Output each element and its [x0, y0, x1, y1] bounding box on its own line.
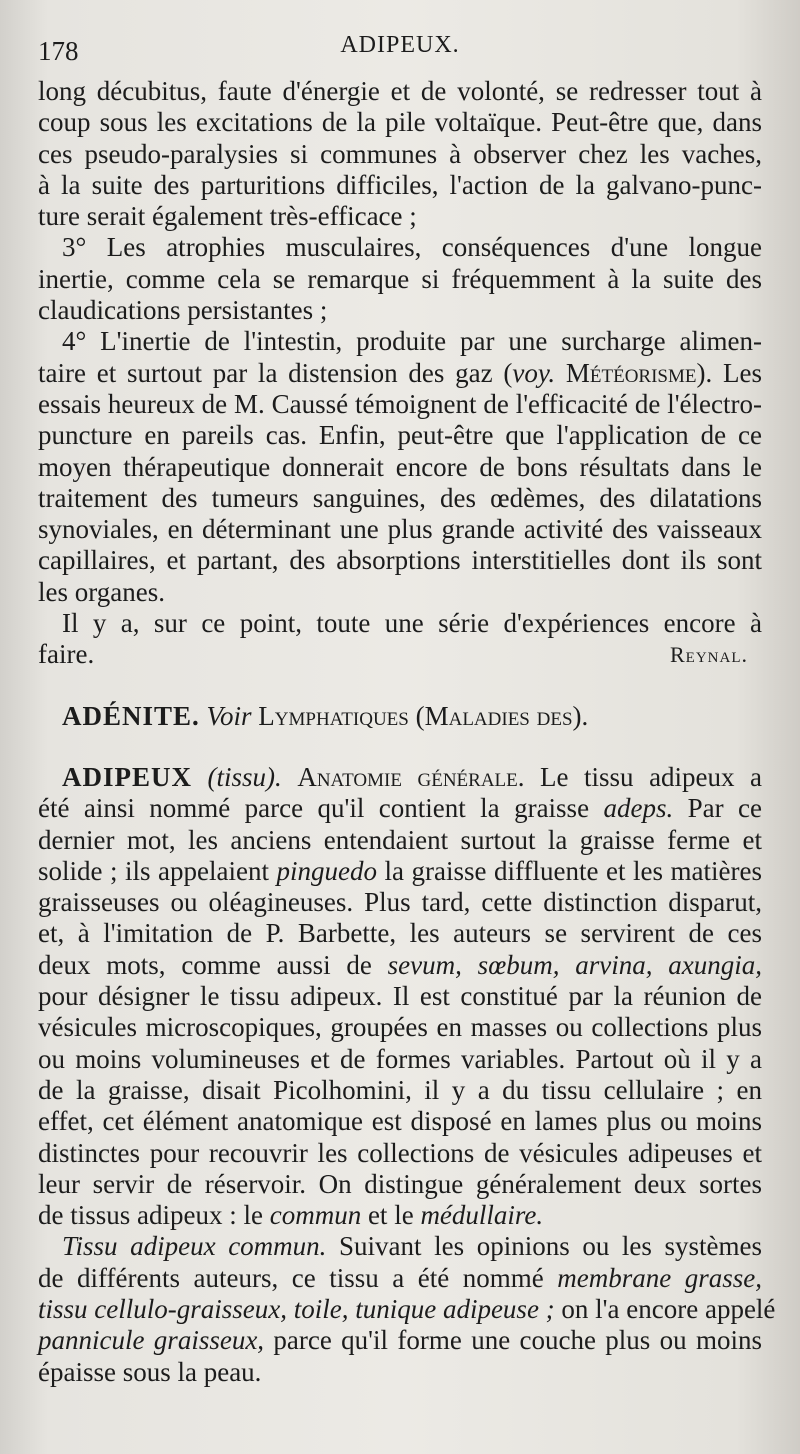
- page-number: 178: [38, 36, 79, 66]
- text-line: puncture en pareils cas. Enfin, peut-être que l'application de ce: [38, 420, 762, 451]
- text-line: tissu cellulo-graisseux, toile, tunique adipeuse ; on l'a encore appelé: [38, 1293, 776, 1324]
- section-continuation: [38, 76, 762, 671]
- text-line: pannicule graisseux, parce qu'il forme une couche plus ou moins: [38, 1325, 763, 1356]
- entry-heading: ADÉNITE.: [62, 700, 200, 731]
- text-line: solide ; ils appelaient pinguedo la graisse diffluente et les matières: [38, 855, 762, 886]
- text-line: essais heureux de M. Caussé témoignent de l'efficacité de l'électro-: [38, 388, 762, 419]
- text-line: moyen thérapeutique donnerait encore de bons résultats dans le: [38, 451, 762, 482]
- text-line: inertie, comme cela se remarque si fréquemment à la suite des: [38, 263, 762, 294]
- text-line: de la graisse, disait Picolhomini, il y a du tissu cellulaire ; en: [38, 1074, 762, 1105]
- text-line: leur servir de réservoir. On distingue généralement deux sortes: [38, 1168, 762, 1199]
- text-line: épaisse sous la peau.: [38, 1356, 262, 1387]
- text-line: 3° Les atrophies musculaires, conséquences d'une longue: [62, 232, 762, 263]
- text-line: coup sous les excitations de la pile voltaïque. Peut-être que, dans: [38, 107, 762, 138]
- text-line: traitement des tumeurs sanguines, des œdèmes, des dilatations: [38, 482, 762, 513]
- entry-adenite: ADÉNITE. Voir Lymphatiques (Maladies des).: [62, 700, 589, 731]
- text-line: dernier mot, les anciens entendaient surtout la graisse ferme et: [38, 824, 762, 855]
- running-title: ADIPEUX.: [340, 32, 460, 58]
- text-line: ces pseudo-paralysies si communes à observer chez les vaches,: [38, 138, 762, 169]
- author-signature: Reynal.: [670, 642, 748, 668]
- text-line: et, à l'imitation de P. Barbette, les auteurs se servirent de ces: [38, 918, 762, 949]
- text-line: distinctes pour recouvrir les collections de vésicules adipeuses et: [38, 1137, 762, 1168]
- text-line: les organes.: [38, 576, 165, 607]
- text-line: Il y a, sur ce point, toute une série d'expériences encore à: [62, 608, 762, 639]
- text-line: claudications persistantes ;: [38, 295, 328, 326]
- text-line: faire. Reynal.: [38, 639, 748, 670]
- text-line: graisseuses ou oléagineuses. Plus tard, cette distinction disparut,: [38, 887, 762, 918]
- text-line: ture serait également très-efficace ;: [38, 201, 417, 232]
- text-line: à la suite des parturitions difficiles, l'action de la galvano-punc-: [38, 169, 762, 200]
- text-line: taire et surtout par la distension des gaz (voy. Météorisme). Les: [38, 357, 762, 388]
- text-line: de tissus adipeux : le commun et le médullaire.: [38, 1200, 544, 1231]
- text-line: capillaires, et partant, des absorptions interstitielles dont ils sont: [38, 545, 762, 576]
- entry-adipeux: [38, 761, 776, 1388]
- text-line: effet, cet élément anatomique est disposé en lames plus ou moins: [38, 1106, 762, 1137]
- text-line: synoviales, en déterminant une plus grande activité des vaisseaux: [38, 514, 762, 545]
- text-line: deux mots, comme aussi de sevum, sœbum, arvina, axungia,: [38, 949, 763, 980]
- text-line: 4° L'inertie de l'intestin, produite par une surcharge alimen-: [62, 326, 762, 357]
- entry-heading: ADIPEUX: [62, 761, 193, 792]
- text-line: ou moins volumineuses et de formes variables. Partout où il y a: [38, 1043, 762, 1074]
- text-line: pour désigner le tissu adipeux. Il est constitué par la réunion de: [38, 981, 762, 1012]
- text-line: de différents auteurs, ce tissu a été nommé membrane grasse,: [38, 1262, 763, 1293]
- running-head: [38, 28, 762, 76]
- text-line: ADIPEUX (tissu). Anatomie générale. Le tissu adipeux a: [62, 761, 763, 792]
- text-line: long décubitus, faute d'énergie et de volonté, se redresser tout à: [38, 76, 762, 106]
- text-line: été ainsi nommé parce qu'il contient la graisse adeps. Par ce: [38, 793, 763, 824]
- text-line: vésicules microscopiques, groupées en masses ou collections plus: [38, 1012, 762, 1043]
- text-line: Tissu adipeux commun. Suivant les opinions ou les systèmes: [62, 1231, 762, 1262]
